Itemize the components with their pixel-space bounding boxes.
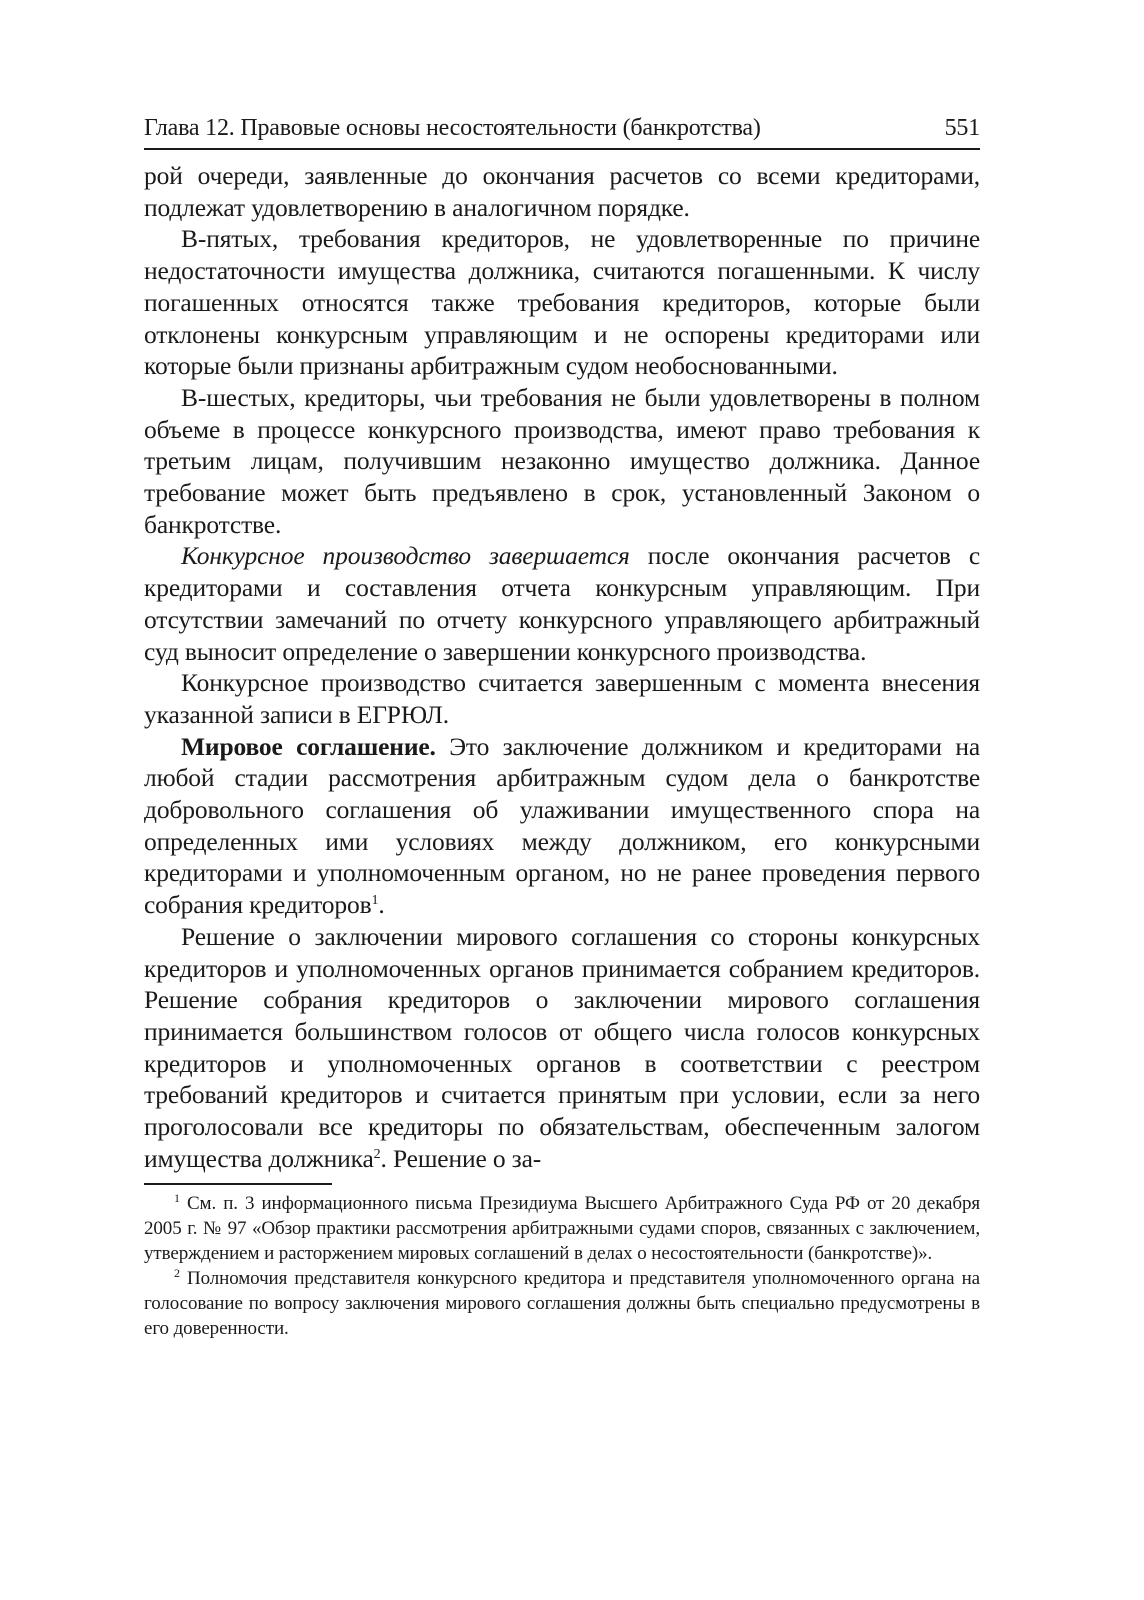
paragraph-fifth: В-пятых, требования кредиторов, не удовлетворенные по причине недостаточности имущества должника, считаются погашенными. К числу погашенных относятся также требования кредиторов, которые были отклонены конкурсным управляющим и не оспорены кредиторами или которые были признаны арбитражным судом необоснованными. bbox=[144, 224, 980, 381]
paragraph-end: . bbox=[378, 890, 385, 920]
paragraph-decision bbox=[144, 921, 980, 1175]
paragraph-egrul: Конкурсное производство считается завершенным с момента внесения указанной записи в ЕГРЮЛ. bbox=[144, 668, 980, 729]
footnotes bbox=[144, 1191, 980, 1341]
footnote-1 bbox=[144, 1191, 980, 1266]
paragraph-text: после окончания расчетов с кредиторами и составления отчета конкурсным управляющим. При отсутствии замечаний по отчету конкурсного управляющего арбитражный суд выносит определение о завершении конкурсного производства. bbox=[144, 541, 980, 666]
bold-term: Мировое соглашение. bbox=[181, 731, 436, 761]
footnote-text: См. п. 3 информационного письма Президиума Высшего Арбитражного Суда РФ от 20 декабря 2005 г. № 97 «Обзор практики рассмотрения арбитражными судами споров, связанных с заключением, утверждением и расторжением мировых соглашений в делах о несостоятельности (банкротстве)». bbox=[144, 1192, 980, 1264]
footnote-marker: 1 bbox=[174, 1190, 180, 1205]
page-number: 551 bbox=[944, 115, 980, 141]
paragraph-end: . Решение о за- bbox=[380, 1143, 542, 1173]
footnote-ref[interactable]: 2 bbox=[373, 1146, 381, 1162]
italic-term: Конкурсное производство завершается bbox=[181, 541, 630, 571]
footnote-divider bbox=[144, 1183, 332, 1185]
footnote-text: Полномочия представителя конкурсного кредитора и представителя уполномоченного органа на голосование по вопросу заключения мирового соглашения должны быть специально предусмотрены в его доверенности. bbox=[144, 1267, 980, 1339]
paragraph-continuation: рой очереди, заявленные до окончания расчетов со всеми кредиторами, подлежат удовлетворению в аналогичном порядке. bbox=[144, 161, 980, 222]
main-text bbox=[144, 160, 980, 1175]
book-page bbox=[144, 112, 980, 1341]
paragraph-text: Это заключение должником и кредиторами на любой стадии рассмотрения арбитражным судом дела о банкротстве добровольного соглашения об улаживании имущественного спора на определенных ими условиях между должником, его конкурсными кредиторами и уполномоченным органом, но не ранее проведения первого собрания кредиторов bbox=[144, 731, 980, 920]
paragraph-text: Решение о заключении мирового соглашения со стороны конкурсных кредиторов и уполномоченных органов принимается собранием кредиторов. Решение собрания кредиторов о заключении мирового соглашения принимается большинством голосов от общего числа голосов конкурсных кредиторов и уполномоченных органов в соответствии с реестром требований кредиторов и считается принятым при условии, если за него проголосовали все кредиторы по обязательствам, обеспеченным залогом имущества должника bbox=[144, 921, 980, 1173]
running-header bbox=[144, 112, 980, 150]
footnote-2 bbox=[144, 1266, 980, 1341]
footnote-ref[interactable]: 1 bbox=[371, 893, 379, 909]
paragraph-completion bbox=[144, 540, 980, 667]
paragraph-sixth: В-шестых, кредиторы, чьи требования не были удовлетворены в полном объеме в процессе конкурсного производства, имеют право требования к третьим лицам, получившим незаконно имущество должника. Данное требование может быть предъявлено в срок, установленный Законом о банкротстве. bbox=[144, 382, 980, 539]
paragraph-settlement bbox=[144, 731, 980, 921]
footnote-marker: 2 bbox=[174, 1265, 180, 1280]
chapter-title: Глава 12. Правовые основы несостоятельности (банкротства) bbox=[144, 115, 761, 141]
